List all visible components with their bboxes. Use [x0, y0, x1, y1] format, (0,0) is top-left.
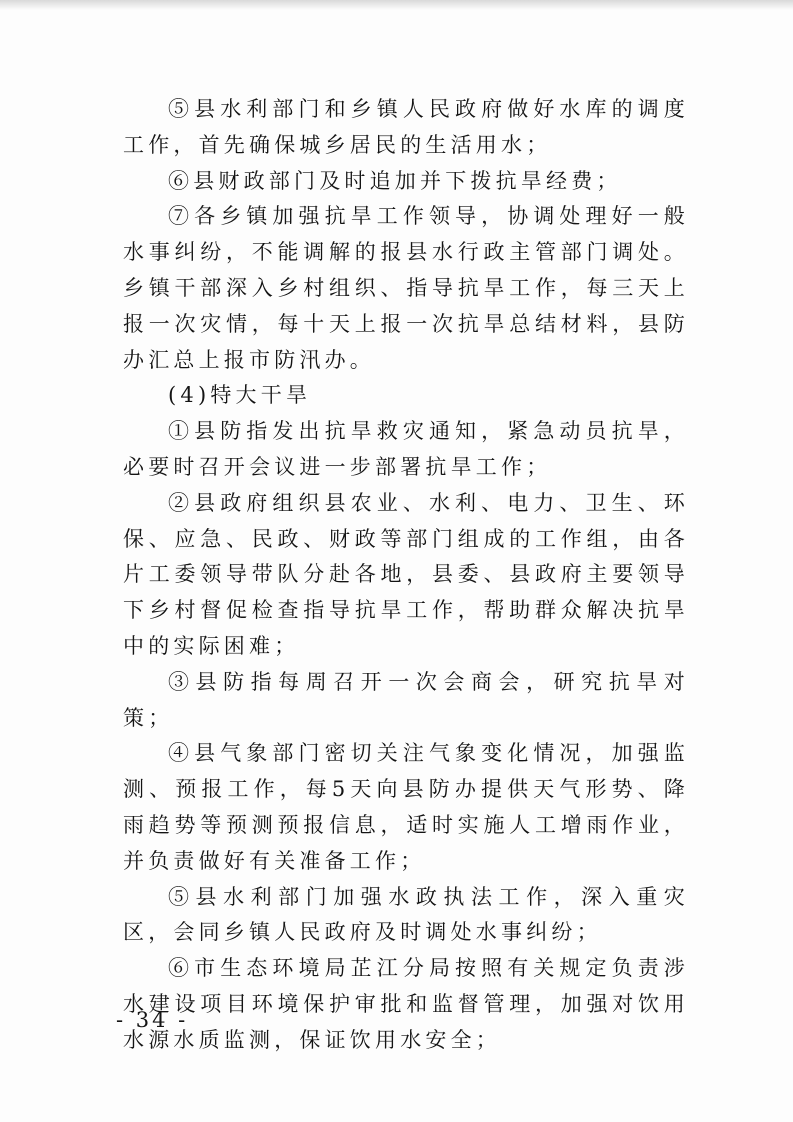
paragraph-item-6-environment-bureau: ⑥市生态环境局芷江分局按照有关规定负责涉水建设项目环境保护审批和监督管理，加强对饮用水源水质监测，保证饮用水安全；: [123, 956, 689, 1052]
document-body: [123, 92, 689, 1059]
paragraph-item-5-reservoir-dispatch: ⑤县水利部门和乡镇人民政府做好水库的调度工作，首先确保城乡居民的生活用水；: [123, 97, 689, 157]
paragraph-item-5-water-law-enforcement: ⑤县水利部门加强水政执法工作，深入重灾区，会同乡镇人民政府及时调处水事纠纷；: [123, 884, 689, 945]
paragraph-item-6-finance-funds: ⑥县财政部门及时追加并下拨抗旱经费；: [168, 168, 622, 193]
paragraph-item-4-meteorology: ④县气象部门密切关注气象变化情况，加强监测、预报工作，每5天向县防办提供天气形势、降雨趋势等预测预报信息，适时实施人工增雨作业，并负责做好有关准备工作；: [123, 741, 689, 873]
scan-edge-shadow: [0, 0, 793, 10]
paragraph-item-7-township-leadership: ⑦各乡镇加强抗旱工作领导，协调处理好一般水事纠纷，不能调解的报县水行政主管部门调处。乡镇干部深入乡村组织、指导抗旱工作，每三天上报一次灾情，每十天上报一次抗旱总结材料，县防办汇总上报市防汛办。: [123, 204, 689, 372]
page-number: - 34 -: [116, 1008, 189, 1032]
section-heading-extreme-drought: (4)特大干旱: [168, 383, 312, 408]
paragraph-item-3-weekly-meeting: ③县防指每周召开一次会商会，研究抗旱对策；: [123, 669, 689, 730]
paragraph-item-2-working-groups: ②县政府组织县农业、水利、电力、卫生、环保、应急、民政、财政等部门组成的工作组，由各片工委领导带队分赴各地，县委、县政府主要领导下乡村督促检查指导抗旱工作，帮助群众解决抗旱中的实际困难；: [123, 490, 689, 658]
paragraph-item-1-drought-notice: ①县防指发出抗旱救灾通知，紧急动员抗旱，必要时召开会议进一步部署抗旱工作；: [123, 419, 689, 479]
